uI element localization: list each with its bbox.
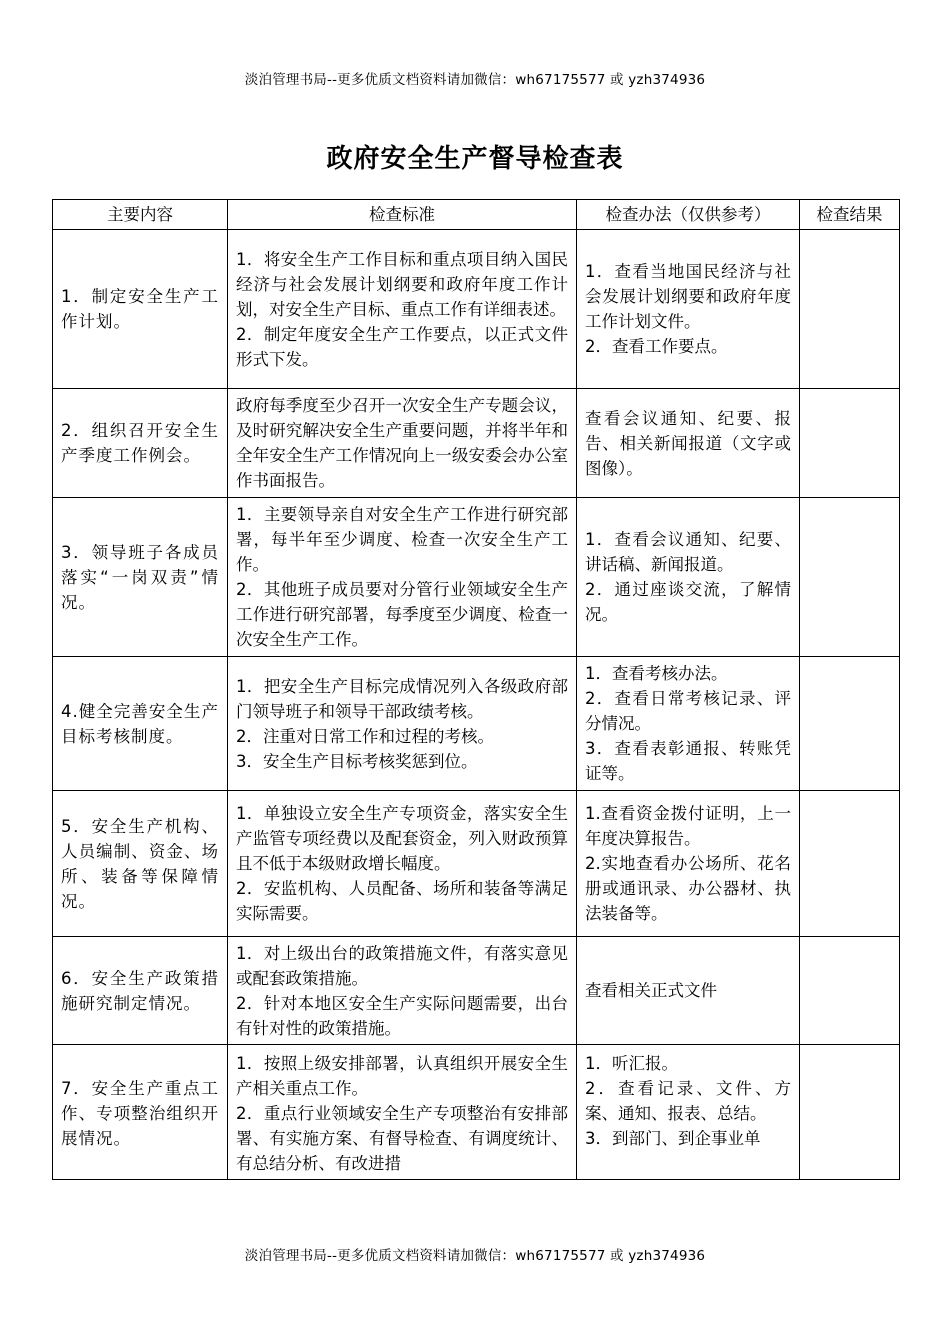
standard-item: 3．安全生产目标考核奖惩到位。 <box>236 751 478 771</box>
method-item: 1．查看会议通知、纪要、讲话稿、新闻报道。 <box>585 530 791 574</box>
inspection-table <box>52 199 900 1180</box>
table-row <box>53 937 900 1045</box>
method-item: 2.实地查看办公场所、花名册或通讯录、办公器材、执法装备等。 <box>585 854 791 923</box>
header-content: 主要内容 <box>53 200 228 230</box>
standard-item: 2．注重对日常工作和过程的考核。 <box>236 726 494 746</box>
row-content: 7．安全生产重点工作、专项整治组织开展情况。 <box>53 1045 228 1180</box>
method-item: 查看会议通知、纪要、报告、相关新闻报道（文字或图像）。 <box>585 408 791 478</box>
standard-item: 1．按照上级安排部署，认真组织开展安全生产相关重点工作。 <box>236 1054 568 1098</box>
row-content: 6．安全生产政策措施研究制定情况。 <box>53 937 228 1045</box>
row-result <box>800 230 900 389</box>
row-standard <box>228 937 577 1045</box>
standard-item: 2．重点行业领域安全生产专项整治有安排部署、有实施方案、有督导检查、有调度统计、有总结分析、有改进措 <box>236 1104 568 1173</box>
header-standard: 检查标准 <box>228 200 577 230</box>
table-row <box>53 791 900 937</box>
method-item: 2．查看工作要点。 <box>585 337 728 356</box>
table-row <box>53 389 900 498</box>
method-item: 1．查看考核办法。 <box>585 664 728 683</box>
row-content: 3．领导班子各成员落实“一岗双责”情况。 <box>53 498 228 657</box>
row-content: 2．组织召开安全生产季度工作例会。 <box>53 389 228 498</box>
standard-item: 政府每季度至少召开一次安全生产专题会议，及时研究解决安全生产重要问题，并将半年和全年安全生产工作情况向上一级安委会办公室作书面报告。 <box>236 396 568 490</box>
row-standard <box>228 657 577 791</box>
row-result <box>800 791 900 937</box>
header-method: 检查办法（仅供参考） <box>577 200 800 230</box>
method-item: 3．查看表彰通报、转账凭证等。 <box>585 739 791 783</box>
standard-item: 2．安监机构、人员配备、场所和装备等满足实际需要。 <box>236 879 568 923</box>
row-method <box>577 791 800 937</box>
method-item: 1．听汇报。 <box>585 1054 678 1073</box>
row-result <box>800 389 900 498</box>
header-note: 淡泊管理书局--更多优质文档资料请加微信：wh67175577 或 yzh374936 <box>244 72 706 88</box>
row-content: 1．制定安全生产工作计划。 <box>53 230 228 389</box>
standard-item: 1．主要领导亲自对安全生产工作进行研究部署，每半年至少调度、检查一次安全生产工作。 <box>236 505 568 574</box>
standard-item: 1．对上级出台的政策措施文件，有落实意见或配套政策措施。 <box>236 943 568 988</box>
table-row <box>53 1045 900 1180</box>
row-result <box>800 657 900 791</box>
row-method <box>577 230 800 389</box>
row-content: 4.健全完善安全生产目标考核制度。 <box>53 657 228 791</box>
table-row <box>53 498 900 657</box>
standard-item: 2．制定年度安全生产工作要点，以正式文件形式下发。 <box>236 324 568 369</box>
row-method <box>577 498 800 657</box>
row-result <box>800 937 900 1045</box>
row-result <box>800 1045 900 1180</box>
method-item: 查看相关正式文件 <box>585 981 717 1000</box>
row-standard <box>228 498 577 657</box>
row-method <box>577 937 800 1045</box>
page-title: 政府安全生产督导检查表 <box>326 144 624 174</box>
method-item: 1．查看当地国民经济与社会发展计划纲要和政府年度工作计划文件。 <box>585 262 791 331</box>
standard-item: 1．将安全生产工作目标和重点项目纳入国民经济与社会发展计划纲要和政府年度工作计划，对安全生产目标、重点工作有详细表述。 <box>236 249 568 319</box>
method-item: 2．查看记录、文件、方案、通知、报表、总结。 <box>585 1079 791 1123</box>
row-content: 5．安全生产机构、人员编制、资金、场所、装备等保障情况。 <box>53 791 228 937</box>
row-standard <box>228 230 577 389</box>
row-standard <box>228 791 577 937</box>
header-result: 检查结果 <box>800 200 900 230</box>
method-item: 3．到部门、到企事业单 <box>585 1129 761 1148</box>
row-method <box>577 657 800 791</box>
row-standard <box>228 389 577 498</box>
standard-item: 1．单独设立安全生产专项资金，落实安全生产监管专项经费以及配套资金，列入财政预算且不低于本级财政增长幅度。 <box>236 804 568 873</box>
row-result <box>800 498 900 657</box>
table-row <box>53 230 900 389</box>
row-method <box>577 1045 800 1180</box>
row-method <box>577 389 800 498</box>
table-row <box>53 657 900 791</box>
row-standard <box>228 1045 577 1180</box>
standard-item: 2．其他班子成员要对分管行业领域安全生产工作进行研究部署，每季度至少调度、检查一次安全生产工作。 <box>236 580 568 649</box>
method-item: 2．通过座谈交流，了解情况。 <box>585 580 791 624</box>
standard-item: 2．针对本地区安全生产实际问题需要，出台有针对性的政策措施。 <box>236 993 568 1038</box>
table-header-row <box>53 200 900 230</box>
standard-item: 1．把安全生产目标完成情况列入各级政府部门领导班子和领导干部政绩考核。 <box>236 676 568 721</box>
method-item: 1.查看资金拨付证明，上一年度决算报告。 <box>585 804 791 848</box>
method-item: 2．查看日常考核记录、评分情况。 <box>585 689 791 733</box>
footer-note: 淡泊管理书局--更多优质文档资料请加微信：wh67175577 或 yzh374936 <box>244 1248 706 1264</box>
